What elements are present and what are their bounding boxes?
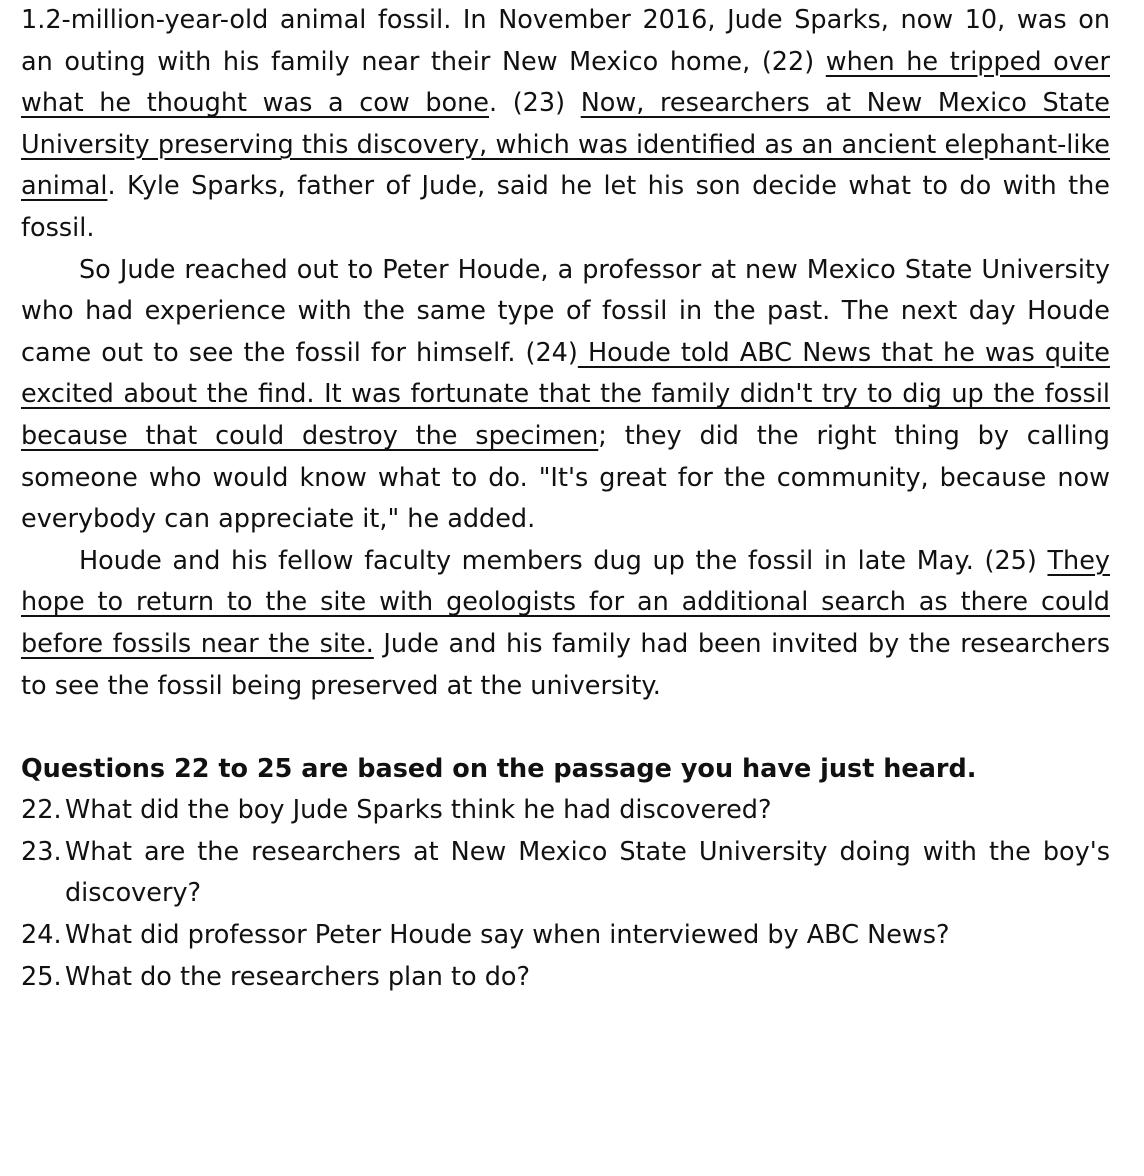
blank-line <box>21 707 1110 749</box>
question-text: What are the researchers at New Mexico State University doing with the boy's discovery? <box>65 836 1110 909</box>
underlined-answer-24: Houde told ABC News that he was quite excited about the find. It was fortunate that the family didn't try to dig up the fossil because that could destroy the specimen <box>21 337 1110 451</box>
p1-text-3: . Kyle Sparks, father of Jude, said he let his son decide what to do with the fossil. <box>21 171 1110 243</box>
question-number: 23. <box>21 836 62 867</box>
question-text: What did the boy Jude Sparks think he had discovered? <box>65 795 772 826</box>
question-item-23 <box>21 832 1110 915</box>
underlined-answer-23: Now, researchers at New Mexico State University preserving this discovery, which was identified as an ancient elephant-like animal <box>21 88 1110 202</box>
p1-text-1: 1.2-million-year-old animal fossil. In November 2016, Jude Sparks, now 10, was on an outing with his family near their New Mexico home, (22) <box>21 5 1110 77</box>
p3-text-1: Houde and his fellow faculty members dug up the fossil in late May. (25) <box>79 545 1048 576</box>
question-list <box>21 790 1110 998</box>
question-text: What do the researchers plan to do? <box>65 961 531 992</box>
question-text: What did professor Peter Houde say when interviewed by ABC News? <box>65 920 950 951</box>
paragraph-1 <box>21 0 1110 250</box>
question-number: 24. <box>21 920 62 951</box>
questions-heading: Questions 22 to 25 are based on the passage you have just heard. <box>21 753 977 784</box>
p2-text-2: ; they did the right thing by calling someone who would know what to do. "It's great for the community, because now everybody can appreciate it," he added. <box>21 420 1110 535</box>
question-number: 25. <box>21 961 62 992</box>
underlined-answer-25: They hope to return to the site with geologists for an additional search as there could before fossils near the site. <box>21 545 1110 659</box>
question-number: 22. <box>21 795 62 826</box>
underlined-answer-22: when he tripped over what he thought was a cow bone <box>21 46 1110 119</box>
paragraph-2 <box>21 250 1110 541</box>
question-item-24 <box>21 915 1110 957</box>
paragraph-3 <box>21 541 1110 707</box>
p2-text-1: So Jude reached out to Peter Houde, a professor at new Mexico State University who had experience with the same type of fossil in the past. The next day Houde came out to see the fossil for himself. (24) <box>21 254 1110 368</box>
p1-text-2: . (23) <box>489 88 581 119</box>
question-item-25 <box>21 957 1110 999</box>
question-item-22 <box>21 790 1110 832</box>
document-page <box>21 0 1110 998</box>
p3-text-2: Jude and his family had been invited by the researchers to see the fossil being preserved at the university. <box>21 628 1110 701</box>
